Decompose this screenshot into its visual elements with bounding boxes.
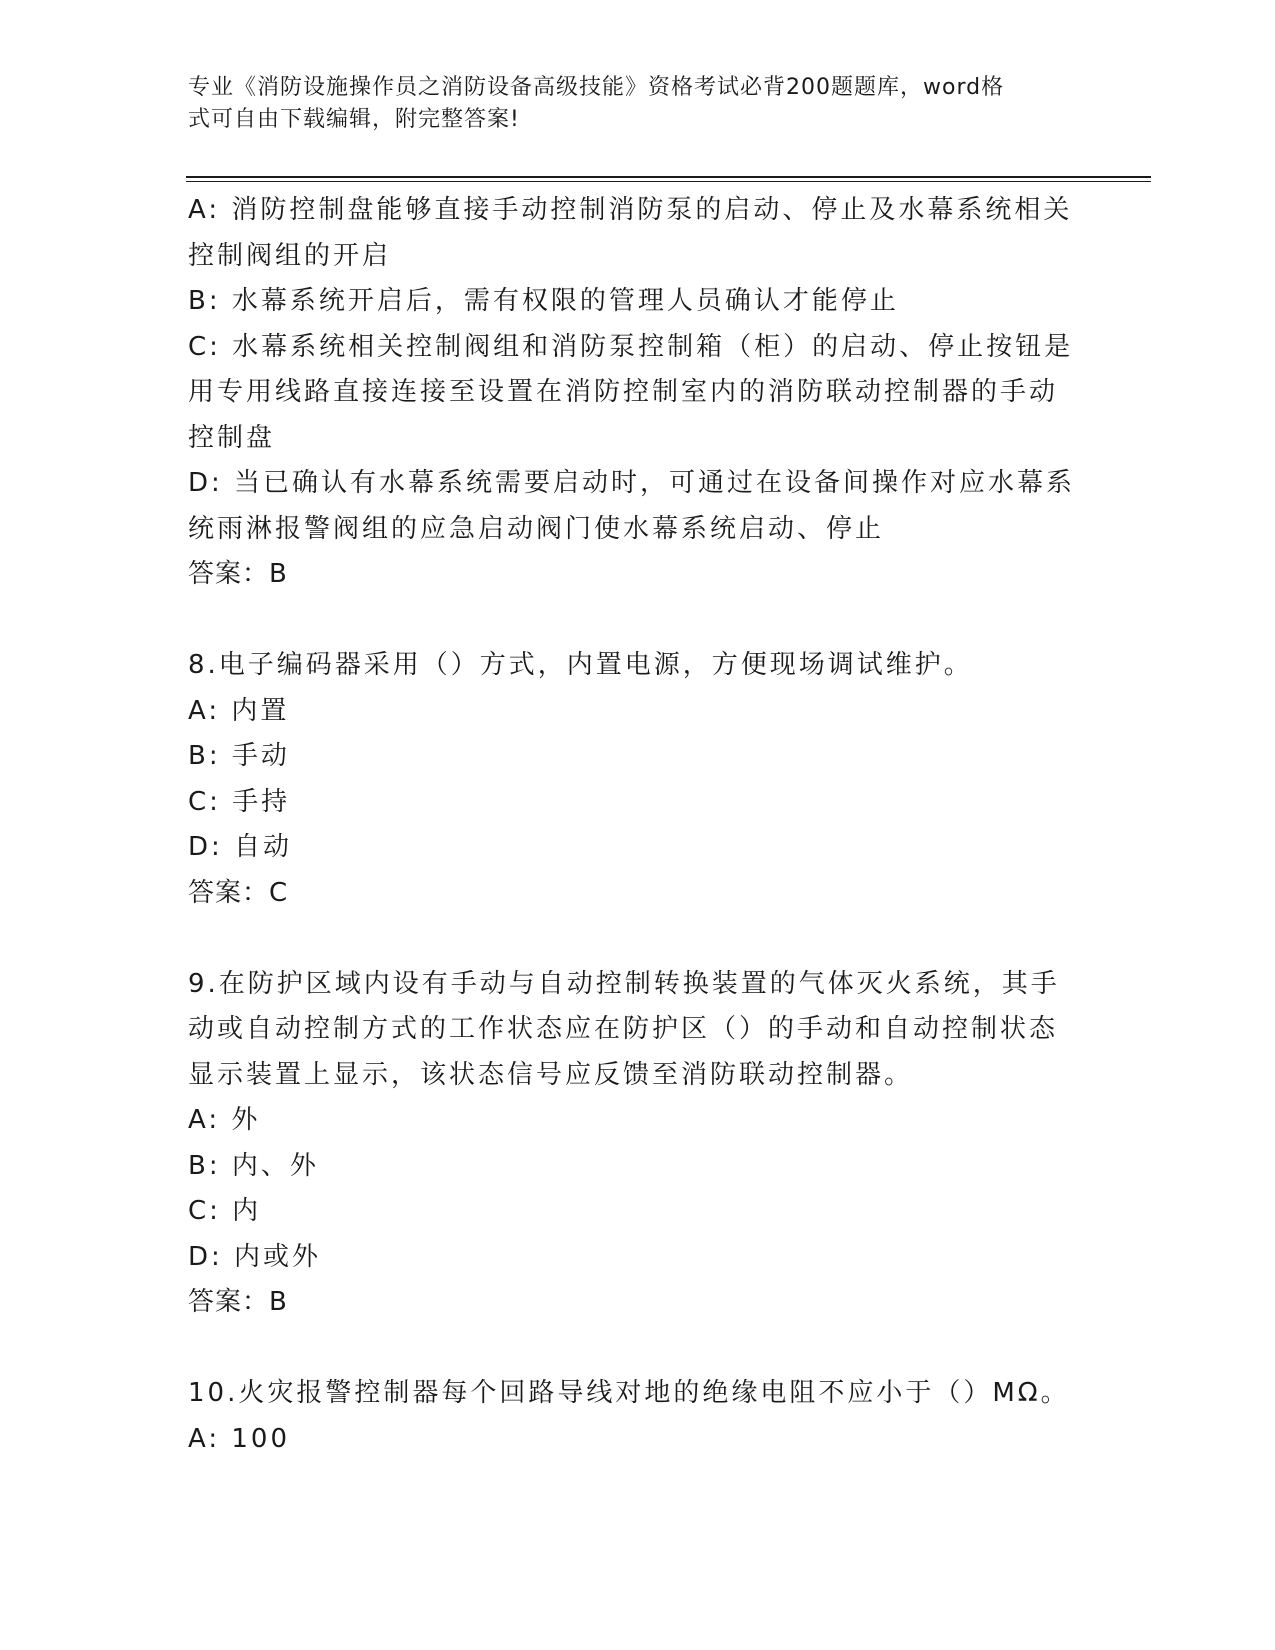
option-text-line: C: 水幕系统相关控制阀组和消防泵控制箱（柜）的启动、停止按钮是 [188,331,1074,362]
question-spacer [188,916,1078,962]
option-a: A: 外 [188,1105,261,1135]
question-9 [188,962,1078,1326]
option-a: A: 100 [188,1423,290,1454]
option-c: C: 内 [188,1196,262,1226]
question-stem: 10.火灾报警控制器每个回路导线对地的绝缘电阻不应小于（）MΩ。 [188,1378,1070,1408]
option-text-line: A: 消防控制盘能够直接手动控制消防泵的启动、停止及水幕系统相关 [188,195,1073,225]
header-line-1: 专业《消防设施操作员之消防设备高级技能》资格考试必背200题题库，word格 [188,75,1005,100]
question-8 [188,643,1078,916]
question-list [188,188,1078,1462]
option-a [188,188,1078,279]
option-text-line: 统雨淋报警阀组的应急启动阀门使水幕系统启动、停止 [188,513,885,544]
option-c: C: 手持 [188,786,291,817]
option-text-line: 用专用线路直接连接至设置在消防控制室内的消防联动控制器的手动 [188,377,1059,407]
header-line-2: 式可自由下载编辑，附完整答案! [188,107,520,132]
question-10 [188,1371,1078,1462]
option-a: A: 内置 [188,695,290,726]
option-d [188,461,1078,552]
question-spacer [188,1326,1078,1372]
question-spacer [188,598,1078,644]
answer-line: 答案：B [188,1287,288,1317]
option-text-line: 控制盘 [188,422,276,453]
option-text-line: B: 水幕系统开启后，需有权限的管理人员确认才能停止 [188,286,899,316]
question-stem-line: 显示装置上显示，该状态信号应反馈至消防联动控制器。 [188,1059,914,1090]
question-stem: 8.电子编码器采用（）方式，内置电源，方便现场调试维护。 [188,650,973,680]
question-7 [188,188,1078,598]
option-b [188,279,1078,325]
option-d: D: 内或外 [188,1241,322,1272]
option-b: B: 内、外 [188,1150,319,1181]
option-c [188,325,1078,462]
question-stem-line: 9.在防护区域内设有手动与自动控制转换装置的气体灭火系统，其手 [188,968,1060,999]
answer-line: 答案：C [188,877,289,908]
option-text-line: D: 当已确认有水幕系统需要启动时，可通过在设备间操作对应水幕系 [188,468,1076,498]
option-b: B: 手动 [188,741,290,771]
document-header [188,72,1068,136]
question-stem-line: 动或自动控制方式的工作状态应在防护区（）的手动和自动控制状态 [188,1014,1059,1044]
header-divider-thick [186,176,1151,178]
answer-line: 答案：B [188,559,288,589]
option-d: D: 自动 [188,832,293,862]
option-text-line: 控制阀组的开启 [188,240,392,271]
header-divider-thin [186,181,1151,182]
